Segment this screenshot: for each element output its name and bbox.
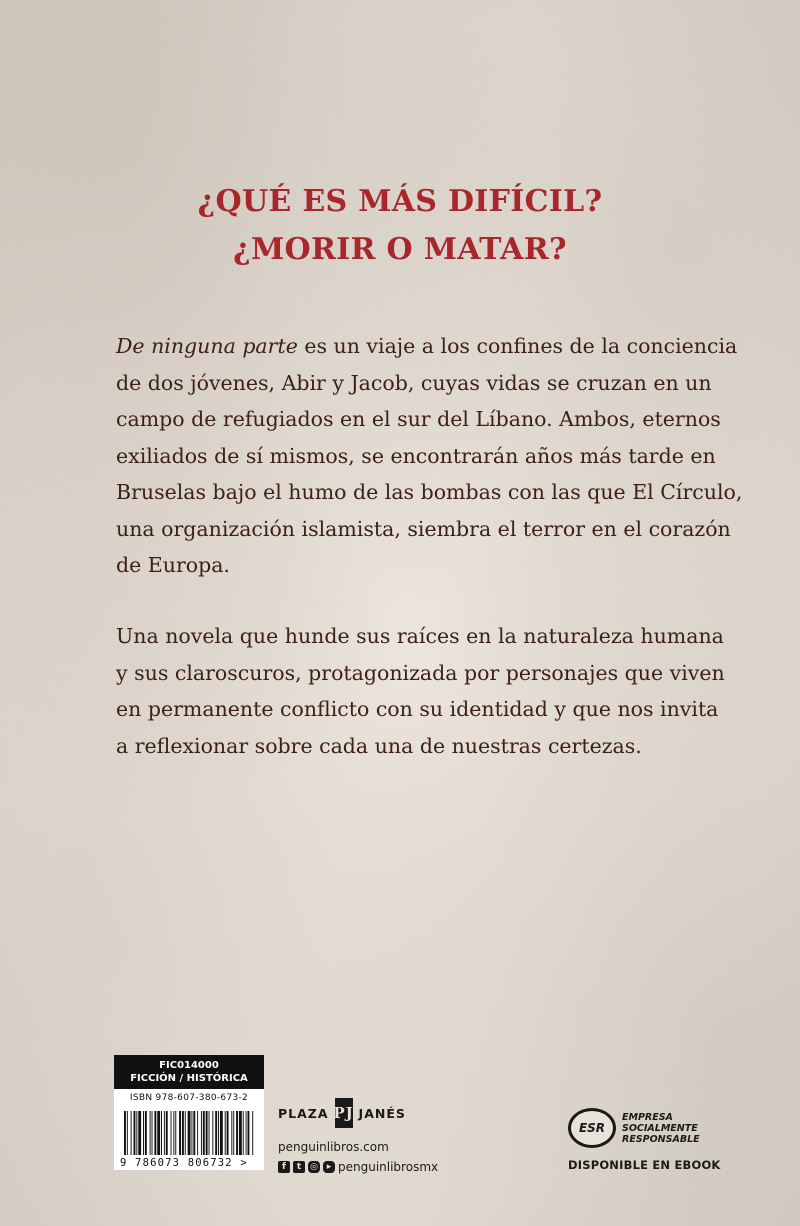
barcode-bar (134, 1111, 136, 1155)
headline-line-1: ¿QUÉ ES MÁS DIFÍCIL? (197, 184, 603, 219)
barcode-bar (145, 1111, 147, 1155)
esr-line-1: EMPRESA (622, 1111, 673, 1123)
barcode-block (114, 1055, 264, 1170)
barcode-bar (138, 1111, 141, 1155)
barcode-bar (206, 1111, 208, 1155)
category-label: FICCIÓN / HISTÓRICA (130, 1073, 248, 1084)
barcode-bar (150, 1111, 151, 1155)
barcode-bar (227, 1111, 229, 1155)
barcode-bar (215, 1111, 217, 1155)
publisher-mark: PJ (335, 1098, 353, 1128)
barcode-bar (131, 1111, 132, 1155)
synopsis-paragraph (116, 328, 743, 584)
description-line-3: en permanente conflicto con su identidad y que nos invita (116, 697, 719, 721)
instagram-icon[interactable]: ◎ (308, 1161, 320, 1173)
barcode-bar (127, 1111, 128, 1155)
barcode-bar (239, 1111, 242, 1155)
description-line-4: a reflexionar sobre cada una de nuestras certezas. (116, 733, 642, 758)
publisher-logo (278, 1098, 438, 1128)
barcode-bar (201, 1111, 202, 1155)
category-header (114, 1055, 264, 1089)
twitter-icon[interactable]: t (293, 1161, 305, 1173)
barcode-bar (188, 1111, 191, 1155)
barcode-bar (157, 1111, 160, 1155)
publisher-name-right: JANÉS (358, 1105, 406, 1121)
barcode-bar (203, 1111, 205, 1155)
category-code: FIC014000 (159, 1060, 219, 1071)
barcode-bar (161, 1111, 162, 1155)
social-row (278, 1160, 438, 1174)
barcode-bar (179, 1111, 181, 1155)
publisher-name-left: PLAZA (278, 1105, 329, 1121)
barcode-bar (197, 1111, 198, 1155)
facebook-icon[interactable]: f (278, 1161, 290, 1173)
esr-line-3: RESPONSABLE (622, 1133, 700, 1145)
barcode-bar (225, 1111, 226, 1155)
synopsis-line-1-rest: es un viaje a los confines de la conciencia (297, 334, 738, 358)
barcode-bar (171, 1111, 172, 1155)
publisher-block (278, 1098, 438, 1174)
barcode-bar (173, 1111, 174, 1155)
publisher-url[interactable]: penguinlibros.com (278, 1140, 389, 1154)
esr-logo-row (568, 1108, 721, 1148)
synopsis-line-2: de dos jóvenes, Abir y Jacob, cuyas vidas se cruzan en un (116, 370, 712, 395)
social-handle[interactable]: penguinlibrosmx (338, 1160, 439, 1174)
ebook-available: DISPONIBLE EN EBOOK (568, 1158, 721, 1172)
synopsis-line-3: campo de refugiados en el sur del Líbano. Ambos, eternos (116, 407, 721, 431)
description-line-2: y sus claroscuros, protagonizada por personajes que viven (116, 660, 725, 685)
barcode-bar (152, 1111, 153, 1155)
barcode-bar (193, 1111, 195, 1155)
barcode-bar (182, 1111, 184, 1155)
barcode-bar (233, 1111, 234, 1155)
barcode-bar (143, 1111, 144, 1155)
barcode-bar (136, 1111, 137, 1155)
barcode-bar (164, 1111, 165, 1155)
synopsis-line-5: Bruselas bajo el humo de las bombas con las que El Círculo, (116, 480, 743, 504)
barcode-bars (124, 1111, 254, 1155)
description-line-1: Una novela que hunde sus raíces en la naturaleza humana (116, 624, 724, 648)
barcode-bar (248, 1111, 250, 1155)
barcode-bar (246, 1111, 247, 1155)
barcode-bar (236, 1111, 238, 1155)
barcode-bar (175, 1111, 176, 1155)
headline (0, 178, 800, 274)
barcode-bar (243, 1111, 244, 1155)
synopsis-line-1 (116, 328, 738, 365)
barcode-bar (166, 1111, 168, 1155)
barcode-bar (252, 1111, 253, 1155)
synopsis-line-6: una organización islamista, siembra el terror en el corazón (116, 516, 731, 541)
esr-text (622, 1112, 700, 1145)
synopsis-line-7: de Europa. (116, 553, 230, 577)
barcode-bar (218, 1111, 219, 1155)
headline-line-2: ¿MORIR O MATAR? (233, 232, 567, 267)
synopsis-line-4: exiliados de sí mismos, se encontrarán años más tarde en (116, 443, 716, 468)
ean-digits: 9 786073 806732 > (120, 1157, 248, 1169)
youtube-icon[interactable]: ▸ (323, 1161, 335, 1173)
barcode-bar (220, 1111, 223, 1155)
description-paragraph (116, 618, 725, 764)
barcode-bar (212, 1111, 213, 1155)
barcode-bar (231, 1111, 232, 1155)
esr-block (568, 1108, 721, 1172)
book-title: De ninguna parte (116, 334, 298, 358)
barcode-bar (154, 1111, 156, 1155)
barcode-bar (124, 1111, 126, 1155)
barcode-bar (185, 1111, 186, 1155)
barcode-bar (191, 1111, 192, 1155)
esr-line-2: SOCIALMENTE (622, 1122, 698, 1134)
isbn-text: ISBN 978-607-380-673-2 (129, 1093, 249, 1103)
esr-logo: ESR (568, 1108, 616, 1148)
barcode-bar (209, 1111, 210, 1155)
